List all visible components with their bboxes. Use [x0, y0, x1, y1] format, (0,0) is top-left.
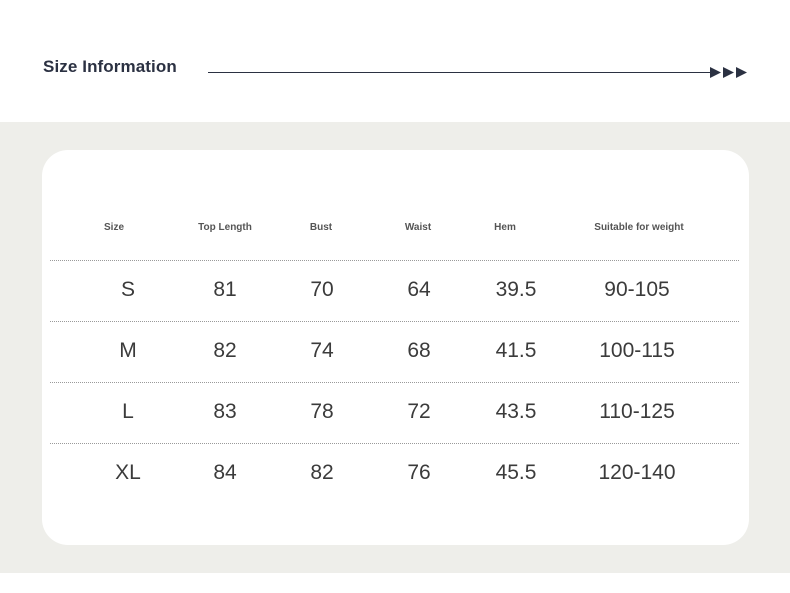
header-waist: Waist — [404, 222, 432, 233]
header — [0, 0, 790, 122]
page-title: Size Information — [43, 57, 177, 76]
cell-size: S — [120, 278, 136, 301]
cell-top-length: 82 — [213, 339, 237, 362]
header-size: Size — [103, 222, 125, 233]
cell-hem: 39.5 — [495, 278, 537, 301]
cell-waist: 68 — [407, 339, 431, 362]
cell-weight: 110-125 — [599, 400, 675, 423]
cell-top-length: 81 — [213, 278, 237, 301]
table-row — [42, 383, 749, 443]
cell-weight: 120-140 — [598, 461, 676, 484]
cell-waist: 72 — [407, 400, 431, 423]
cell-bust: 74 — [310, 339, 334, 362]
cell-top-length: 83 — [213, 400, 237, 423]
cell-waist: 76 — [407, 461, 431, 484]
header-bust: Bust — [309, 222, 333, 233]
header-top-length: Top Length — [198, 222, 252, 233]
cell-waist: 64 — [407, 278, 431, 301]
cell-weight: 100-115 — [599, 339, 675, 362]
cell-hem: 41.5 — [495, 339, 537, 362]
size-table — [42, 150, 749, 545]
cell-weight: 90-105 — [604, 278, 670, 301]
table-row — [42, 322, 749, 382]
cell-hem: 45.5 — [495, 461, 537, 484]
cell-size: XL — [115, 461, 141, 484]
cell-bust: 70 — [310, 278, 334, 301]
cell-hem: 43.5 — [495, 400, 537, 423]
header-hem: Hem — [494, 222, 516, 233]
cell-top-length: 84 — [213, 461, 237, 484]
header-weight: Suitable for weight — [594, 222, 684, 233]
triple-arrow-icon — [710, 66, 750, 79]
cell-size: L — [122, 400, 134, 423]
cell-bust: 82 — [310, 461, 334, 484]
table-row — [42, 261, 749, 321]
cell-size: M — [119, 339, 137, 362]
table-row — [42, 444, 749, 504]
cell-bust: 78 — [310, 400, 334, 423]
arrow-line — [208, 72, 713, 73]
